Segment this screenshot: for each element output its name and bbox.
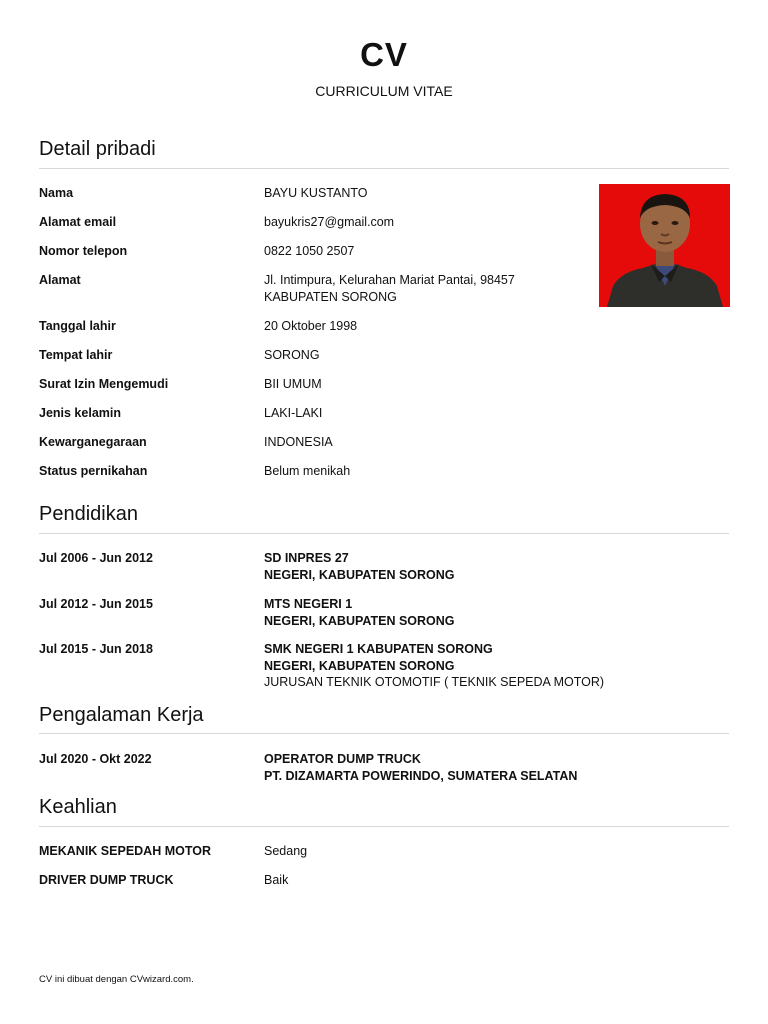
education-period: Jul 2006 - Jun 2012 [39,551,153,565]
school-name: MTS NEGERI 1 [264,597,353,611]
skill-level: Sedang [264,844,308,858]
section-heading-skills: Keahlian [39,796,117,818]
value-line: bayukris27@gmail.com [264,215,395,229]
value-line: KABUPATEN SORONG [264,289,397,304]
profile-photo [599,184,730,307]
school-location: NEGERI, KABUPATEN SORONG [264,613,455,628]
school-name: SD INPRES 27 [264,551,349,565]
row-value [264,243,644,260]
job-company: PT. DIZAMARTA POWERINDO, SUMATERA SELATAN [264,768,578,783]
value-line: INDONESIA [264,435,333,449]
row-label: Tempat lahir [39,348,113,362]
row-label: Kewarganegaraan [39,435,147,449]
row-value [264,376,644,393]
row-value [264,405,644,422]
row-value [264,318,644,335]
section-heading-personal: Detail pribadi [39,138,156,160]
job-position: OPERATOR DUMP TRUCK [264,752,421,766]
row-label: Alamat [39,273,81,287]
school-note: JURUSAN TEKNIK OTOMOTIF ( TEKNIK SEPEDA MOTOR) [264,675,605,689]
value-line: Belum menikah [264,464,351,478]
person-photo-icon [599,184,730,307]
row-value [264,272,644,305]
value-line: LAKI-LAKI [264,406,323,420]
row-label: Nomor telepon [39,244,128,258]
value-line: BII UMUM [264,377,322,391]
section-divider [39,826,729,827]
section-heading-education: Pendidikan [39,503,138,525]
row-value [264,347,644,364]
education-period: Jul 2012 - Jun 2015 [39,597,153,611]
cv-title: CV [360,36,408,73]
row-value [264,434,644,451]
row-label: Tanggal lahir [39,319,116,333]
education-period: Jul 2015 - Jun 2018 [39,642,153,656]
row-value [264,463,644,480]
section-divider [39,733,729,734]
row-value [264,185,644,202]
cv-subtitle: CURRICULUM VITAE [315,83,453,99]
skill-name: MEKANIK SEPEDAH MOTOR [39,844,212,858]
education-details [264,641,644,691]
section-divider [39,168,729,169]
school-location: NEGERI, KABUPATEN SORONG [264,567,455,582]
row-value [264,214,644,231]
row-label: Nama [39,186,74,200]
value-line: Jl. Intimpura, Kelurahan Mariat Pantai, 98457 [264,273,515,287]
section-divider [39,533,729,534]
value-line: SORONG [264,348,320,362]
value-line: BAYU KUSTANTO [264,186,368,200]
footer-credit: CV ini dibuat dengan CVwizard.com. [39,974,194,985]
value-line: 20 Oktober 1998 [264,319,358,333]
experience-period: Jul 2020 - Okt 2022 [39,752,152,766]
row-label: Jenis kelamin [39,406,121,420]
school-name: SMK NEGERI 1 KABUPATEN SORONG [264,642,493,656]
row-label: Status pernikahan [39,464,148,478]
section-heading-experience: Pengalaman Kerja [39,704,204,726]
skill-level: Baik [264,873,289,887]
education-details [264,550,644,583]
school-location: NEGERI, KABUPATEN SORONG [264,658,455,673]
education-details [264,596,644,629]
row-label: Alamat email [39,215,117,229]
experience-details [264,751,644,784]
value-line: 0822 1050 2507 [264,244,355,258]
row-label: Surat Izin Mengemudi [39,377,169,391]
skill-name: DRIVER DUMP TRUCK [39,873,174,887]
